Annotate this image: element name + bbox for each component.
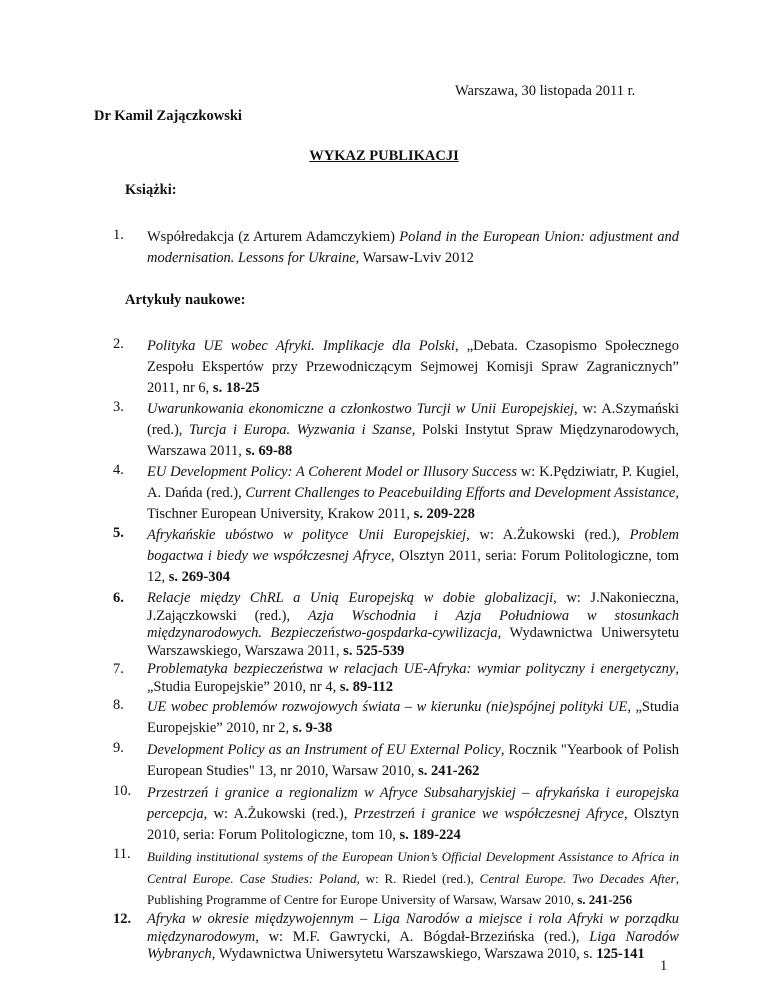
entry-title-italic: Problem bogactwa i biedy we współczesnej Afryce (147, 527, 679, 564)
entry-pages: s. 89-112 (339, 678, 394, 695)
entry-number: 11. (113, 846, 131, 862)
entry-text (147, 590, 679, 660)
entry-text-part: Współredakcja (z Arturem Adamczykiem) (147, 229, 400, 245)
document-title: WYKAZ PUBLIKACJI (309, 148, 459, 164)
publication-entry (113, 783, 679, 846)
entry-text-part: , Olsztyn 2010, seria: Forum Politologiczne, tom 10, (147, 806, 679, 843)
entry-title-italic: Uwarunkowania ekonomiczne a członkostwo Turcji w Unii Europejskiej (147, 401, 574, 417)
entry-title-italic: Afrykańskie ubóstwo w polityce Unii Europejskiej (147, 527, 467, 543)
page-number: 1 (660, 958, 668, 974)
entry-text (147, 462, 679, 525)
entry-text (147, 399, 679, 462)
entry-text-part: , w: A.Szymański (red.), (147, 401, 679, 438)
entry-title-italic: Przestrzeń i granice we współczesnej Afryce (353, 806, 624, 822)
entry-title-italic: Building institutional systems of the European Union’s Official Development Assistance to Africa in Central Europe. Case Studies: Poland (147, 849, 679, 886)
entry-text (147, 740, 679, 782)
entry-pages: s. 241-262 (418, 763, 480, 779)
entry-pages: s. 209-228 (413, 506, 475, 522)
entry-text (147, 227, 679, 269)
entry-pages: s. 18-25 (212, 380, 260, 396)
entry-number: 2. (113, 336, 124, 352)
publication-entry (113, 525, 679, 588)
entry-title-italic: Azja Wschodnia i Azja Południowa w stosunkach międzynarodowych. Bezpieczeństwo-gospdarka-cywilizacja (147, 607, 679, 642)
entry-title-italic: Problematyka bezpieczeństwa w relacjach UE-Afryka: wymiar polityczny i energetyczny (147, 661, 676, 677)
publication-entry (113, 227, 679, 269)
entry-text-part: , „Studia Europejskie” 2010, nr 4, (147, 661, 679, 695)
publication-entry (113, 590, 679, 660)
publication-entry (113, 697, 679, 739)
entry-pages: s. 189-224 (399, 827, 461, 843)
entry-text (147, 336, 679, 399)
entry-text (147, 525, 679, 588)
entry-number: 3. (113, 399, 124, 415)
entry-text-part: , Publishing Programme of Centre for Europe University of Warsaw, Warsaw 2010, (147, 870, 679, 907)
entry-text-part: , „Studia Europejskie” 2010, nr 2, (147, 699, 679, 736)
entry-text (147, 846, 679, 911)
publication-entry (113, 399, 679, 462)
entry-text-part: , w: A.Żukowski (red.), (466, 527, 630, 543)
entry-pages: s. 241-256 (577, 892, 633, 907)
entry-text-part: , Warsaw-Lviv 2012 (355, 250, 474, 266)
entry-title-italic: Development Policy as an Instrument of EU External Policy (147, 742, 501, 758)
entry-title-italic: UE wobec problemów rozwojowych świata – w kierunku (nie)spójnej polityki UE (147, 699, 628, 715)
entry-number: 8. (113, 697, 124, 713)
entry-text-part: , Olsztyn 2011, seria: Forum Politologiczne, tom 12, (147, 548, 679, 585)
entry-title-italic: Turcja i Europa. Wyzwania i Szanse (189, 422, 412, 438)
entry-title-italic: Afryka w okresie międzywojennym – Liga Narodów a miejsce i rola Afryki w porządku międzynarodowym (147, 911, 679, 945)
publication-entry (113, 336, 679, 399)
entry-title-italic: Poland in the European Union: adjustment and modernisation. Lessons for Ukraine (147, 229, 679, 266)
author-name: Dr Kamil Zajączkowski (94, 108, 242, 124)
entry-title-italic: Przestrzeń i granice a regionalizm w Afryce Subsaharyjskiej – afrykańska i europejska percepcja (147, 785, 679, 822)
entry-text-part: , Tischner European University, Krakow 2011, (147, 485, 679, 522)
entry-text (147, 661, 679, 696)
entry-text (147, 911, 679, 964)
entry-text (147, 783, 679, 846)
publication-entry (113, 740, 679, 782)
entry-text-part: , Rocznik "Yearbook of Polish European Studies" 13, nr 2010, Warsaw 2010, (147, 742, 679, 779)
entry-number: 10. (113, 783, 132, 799)
entry-number: 4. (113, 462, 124, 478)
entry-title-italic: EU Development Policy: A Coherent Model or Illusory Success (147, 464, 517, 480)
entry-title-italic: Current Challenges to Peacebuilding Efforts and Development Assistance (245, 485, 676, 501)
entry-title-italic: Relacje między ChRL a Unią Europejską w dobie globalizacji (147, 590, 554, 606)
entry-title-italic: Polityka UE wobec Afryki. Implikacje dla Polski (147, 338, 455, 354)
entry-title-italic: Liga Narodów Wybranych (147, 928, 679, 963)
entry-text-part: , w: M.F. Gawrycki, A. Bógdał-Brzezińska (red.), (255, 928, 590, 945)
entry-pages: 125-141 (596, 946, 645, 963)
publication-entry (113, 661, 679, 696)
place-date: Warszawa, 30 listopada 2011 r. (455, 83, 636, 99)
entry-number: 7. (113, 661, 124, 677)
entry-number: 12. (113, 911, 132, 927)
section-heading-articles: Artykuły naukowe: (125, 292, 246, 308)
entry-pages: s. 269-304 (168, 569, 230, 585)
entry-text-part: , w: R. Riedel (red.), (356, 870, 480, 886)
entry-pages: s. 69-88 (245, 443, 293, 459)
entry-text-part: , Wydawnictwa Uniwersytetu Warszawskiego, Warszawa 2011, (147, 625, 679, 659)
entry-title-italic: Central Europe. Two Decades After (479, 870, 676, 886)
entry-number: 9. (113, 740, 124, 756)
entry-text-part: , w: A.Żukowski (red.), (203, 806, 354, 822)
entry-number: 5. (113, 525, 124, 541)
publication-entry (113, 462, 679, 525)
entry-text-part: w: K.Pędziwiatr, P. Kugiel, A. Dańda (red.), (147, 464, 679, 501)
entry-pages: s. 9-38 (292, 720, 333, 736)
entry-number: 6. (113, 590, 124, 606)
entry-text-part: , Polski Instytut Spraw Międzynarodowych, Warszawa 2011, (147, 422, 680, 459)
publication-entry (113, 846, 679, 911)
entry-number: 1. (113, 227, 124, 243)
entry-text (147, 697, 679, 739)
entry-pages: s. 525-539 (343, 642, 405, 659)
entry-text-part: , „Debata. Czasopismo Społecznego Zespołu Ekspertów przy Przewodniczącym Sejmowej Komisji Spraw Zagranicznych” 2011, nr 6, (147, 338, 679, 396)
entry-text-part: , w: J.Nakonieczna, J.Zajączkowski (red.), (147, 590, 679, 624)
section-heading-books: Książki: (125, 182, 177, 198)
publication-entry (113, 911, 679, 964)
entry-text-part: , Wydawnictwa Uniwersytetu Warszawskiego, Warszawa 2010, s. (211, 946, 597, 963)
